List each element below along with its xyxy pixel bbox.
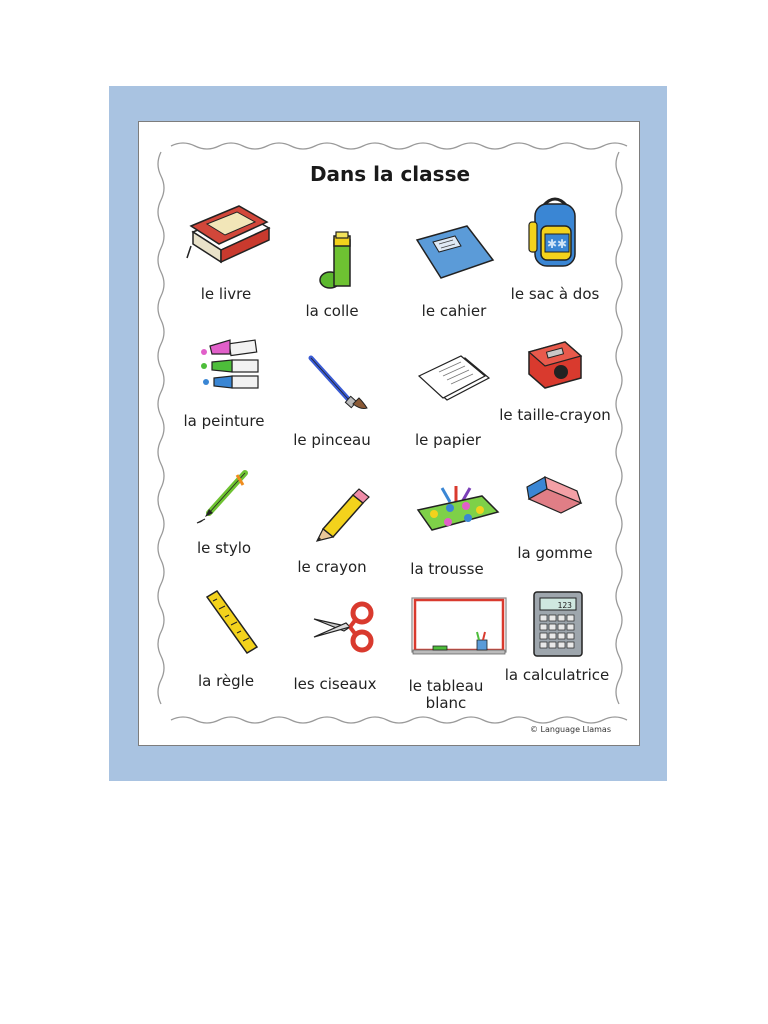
eraser-icon <box>495 467 615 517</box>
item-label-papier: le papier <box>415 431 481 449</box>
item-label-ciseaux: les ciseaux <box>293 675 377 693</box>
item-label-gomme: la gomme <box>517 544 593 562</box>
copyright-text: © Language Llamas <box>529 725 611 734</box>
paintbrush-icon <box>279 350 399 420</box>
item-label-tableau: le tableau blanc <box>408 677 484 712</box>
item-label-cahier: le cahier <box>421 302 487 320</box>
item-label-regle: la règle <box>197 672 255 690</box>
pen-icon <box>167 465 287 530</box>
poster <box>138 121 640 746</box>
svg-text:123: 123 <box>557 601 572 610</box>
item-label-stylo: le stylo <box>196 539 252 557</box>
calculator-icon <box>498 590 618 658</box>
item-label-colle: la colle <box>305 302 359 320</box>
pencil-icon <box>279 485 399 545</box>
item-label-trousse: la trousse <box>410 560 484 578</box>
backpack-icon <box>495 192 615 270</box>
item-label-taille-crayon: le taille-crayon <box>499 406 611 424</box>
item-label-crayon: le crayon <box>297 558 367 576</box>
item-label-calculatrice: la calculatrice <box>504 666 610 684</box>
item-label-peinture: la peinture <box>183 412 265 430</box>
book-icon <box>166 202 286 267</box>
ruler-icon <box>167 587 287 662</box>
scissors-icon <box>279 597 399 657</box>
poster-title: Dans la classe <box>309 162 471 186</box>
paint-tubes-icon <box>167 332 287 397</box>
sharpener-icon <box>495 332 615 392</box>
svg-text:✱✱: ✱✱ <box>546 237 568 251</box>
glue-stick-icon <box>279 230 399 292</box>
item-label-pinceau: le pinceau <box>293 431 371 449</box>
item-label-sac: le sac à dos <box>510 285 600 303</box>
item-label-livre: le livre <box>200 285 252 303</box>
